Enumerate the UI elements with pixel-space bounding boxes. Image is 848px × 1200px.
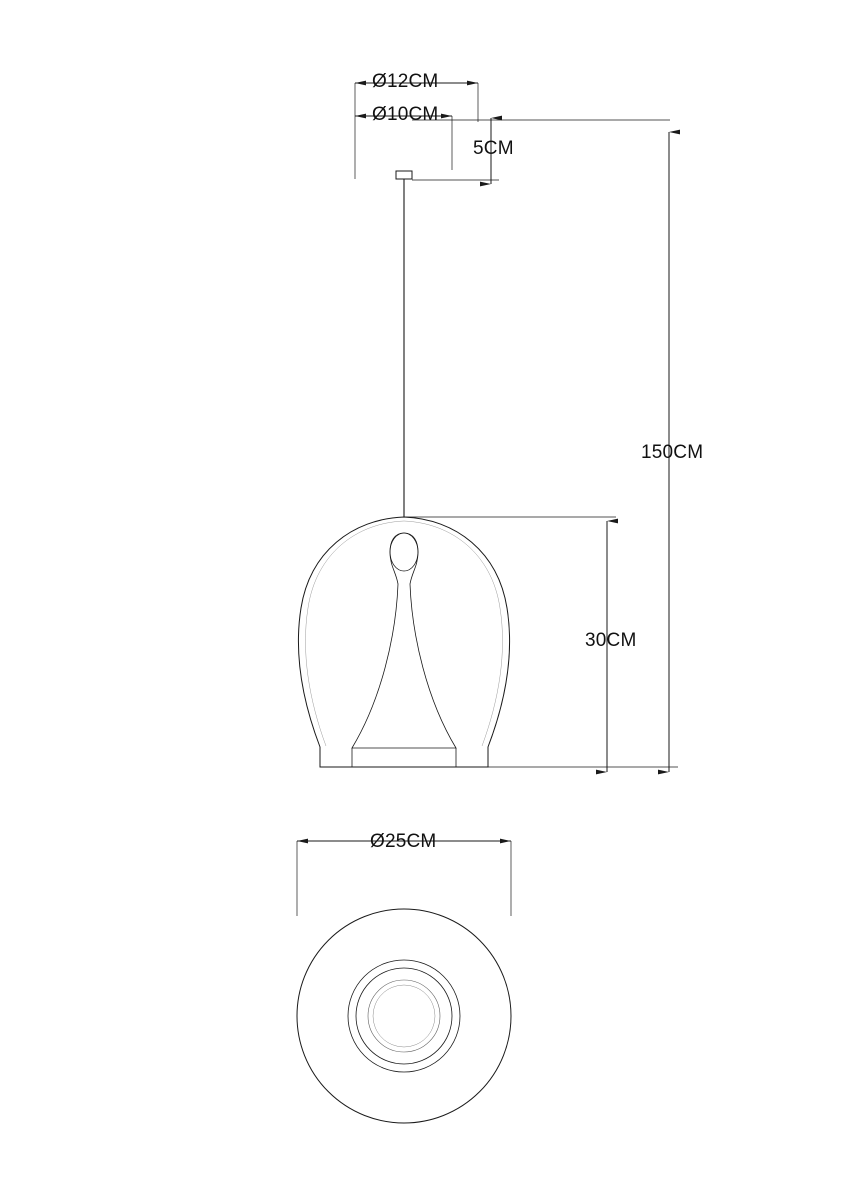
dimension-label-d10: Ø10CM: [372, 104, 439, 125]
shade-inner-wall: [305, 521, 404, 746]
dimension-d12: [355, 83, 478, 179]
bottom-view: [297, 909, 511, 1123]
dimension-label-d12: Ø12CM: [372, 71, 439, 92]
shade-inner-wall-right: [404, 521, 503, 746]
dimension-5cm: [412, 118, 670, 184]
front-view: [298, 171, 509, 767]
dimension-label-30cm: 30CM: [585, 630, 637, 651]
dimension-label-d25: Ø25CM: [370, 831, 437, 852]
dimension-label-150cm: 150CM: [641, 442, 704, 463]
shade-inner-profile: [352, 533, 456, 767]
glass-shade-outline: [298, 517, 509, 767]
ceiling-canopy: [396, 171, 412, 179]
dimension-label-5cm: 5CM: [473, 138, 514, 159]
